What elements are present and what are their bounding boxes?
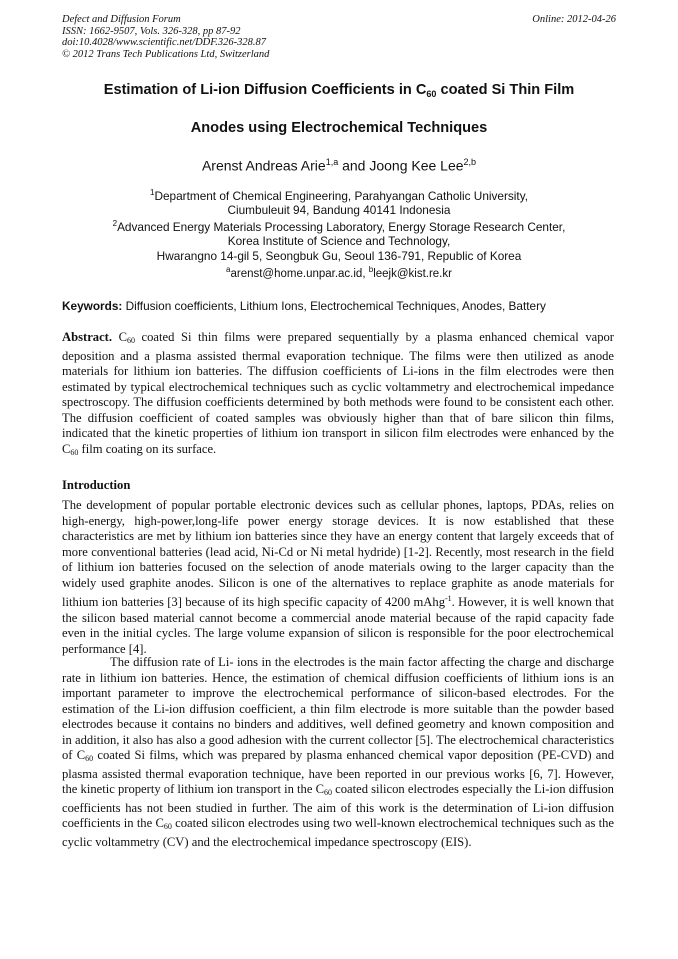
paper-title-line-2: Anodes using Electrochemical Techniques [190,120,488,136]
introduction-heading: Introduction [62,478,131,492]
affiliation-2-line-2: Korea Institute of Science and Technology, [227,234,451,249]
copyright-line: © 2012 Trans Tech Publications Ltd, Switzerland [62,48,270,60]
author-2: and Joong Kee Lee [338,157,464,174]
online-date: Online: 2012-04-26 [532,14,616,25]
abstract-paragraph: Abstract. $C_{60}$ coated Si thin films were prepared sequentially by a plasma enhanced chemical vapor deposition and a plasma assisted thermal evaporation technique. The films were then utilized as anode materials for lithium ion batteries. The diffusion coefficients of Li-ions in the film electrodes were then estimated by typical electrochemical techniques such as cyclic voltammetry and electrochemical impedance spectroscopy. The diffusion coefficients determined by both methods were found to be consistent each other. The diffusion coefficient of coated samples was obviously higher than that of bare silicon thin films, indicated that the kinetic properties of lithium ion transport in silicon film electrodes were enhanced by the $C_{60}$ film coating on its surface. [62,330,614,457]
journal-name: Defect and Diffusion Forum [62,14,181,25]
affiliation-2-line-1: $^2$Advanced Energy Materials Processing Laboratory, Energy Storage Research Center, [112,219,566,235]
email-b: leejk@kist.re.kr [373,267,452,280]
doi-line: doi:10.4028/www.scientific.net/DDF.326-328.87 [62,37,267,49]
introduction-paragraph-2: The diffusion rate of Li- ions in the electrodes is the main factor affecting the charge and discharge rate in lithium ion batteries. Hence, the estimation of chemical diffusion coefficients of lithium ions is an important parameter to improve the electrochemical performance of silicon-based electrodes. For the estimation of the Li-ion diffusion coefficient, a thin film electrode is more suitable than the powder based electrodes because it contains no binders and additives, well defined geometry and known composition and in addition, it also has also a good adhesion with the current collector [5]. The electrochemical characteristics of $C_{60}$ coated Si films, which was prepared by plasma enhanced chemical vapor deposition (PE-CVD) and plasma assisted thermal evaporation technique, have been reported in our previous works [6, 7]. However, the kinetic property of lithium ion transport in the $C_{60}$ coated silicon electrodes especially the Li-ion diffusion coefficients has not been studied in further. The aim of this work is the determination of Li-ion diffusion coefficients in the $C_{60}$ coated silicon electrodes using two well-known electrochemical techniques such as the cyclic voltammetry (CV) and the electrochemical impedance spectroscopy (EIS). [62,655,614,849]
keywords-label: Keywords: [62,299,123,313]
abstract-label: Abstract. [62,330,113,344]
affiliation-1-line-1: $^1$Department of Chemical Engineering, Parahyangan Catholic University, [150,188,528,203]
author-emails: $^a$arenst@home.unpar.ac.id, $^b$leejk@kist.re.kr [226,265,452,280]
affiliation-1-line-2: Ciumbuleuit 94, Bandung 40141 Indonesia [227,203,451,218]
issn-line: ISSN: 1662-9507, Vols. 326-328, pp 87-92 [62,25,241,37]
author-list: Arenst Andreas Arie$^{1,a}$ and Joong Kee Lee$^{2,b}$ [201,157,477,174]
author-1: Arenst Andreas Arie [201,157,326,174]
email-a: arenst@home.unpar.ac.id, [230,267,369,280]
keywords [62,299,622,313]
affiliation-2-line-3: Hwarangno 14-gil 5, Seongbuk Gu, Seoul 136-791, Republic of Korea [156,248,522,263]
paper-title-line-1: Estimation of Li-ion Diffusion Coefficients in $C_{60}$ coated Si Thin Film [103,82,575,99]
journal-header [62,14,616,60]
affiliations [62,186,616,263]
introduction-paragraph-1: The development of popular portable electronic devices such as cellular phones, laptops, PDAs, relies on high-energy, high-power,long-life power energy storage devices. It is now established that these characteristics are met by lithium ion batteries since they have an energy content that largely exceeds that of more conventional batteries (lead acid, Ni-Cd or Ni metal hydride) [1-2]. Recently, most research in the field of lithium ion batteries focused on the selection of anode materials owing to the larger capacity than the widely used graphite anodes. Silicon is one of the alternatives to replace graphite as anode materials for lithium ion batteries [3] because of its high specific capacity of 4200 mAhg$^{-1}$. However, it is well known that the silicon based material cannot become a commercial anode material because of the rapid capacity fade even in the initial cycles. The large volume expansion of silicon is responsible for the poor electrochemical performance [4]. [62,498,614,656]
keywords-text: Diffusion coefficients, Lithium Ions, Electrochemical Techniques, Anodes, Battery [122,299,546,313]
